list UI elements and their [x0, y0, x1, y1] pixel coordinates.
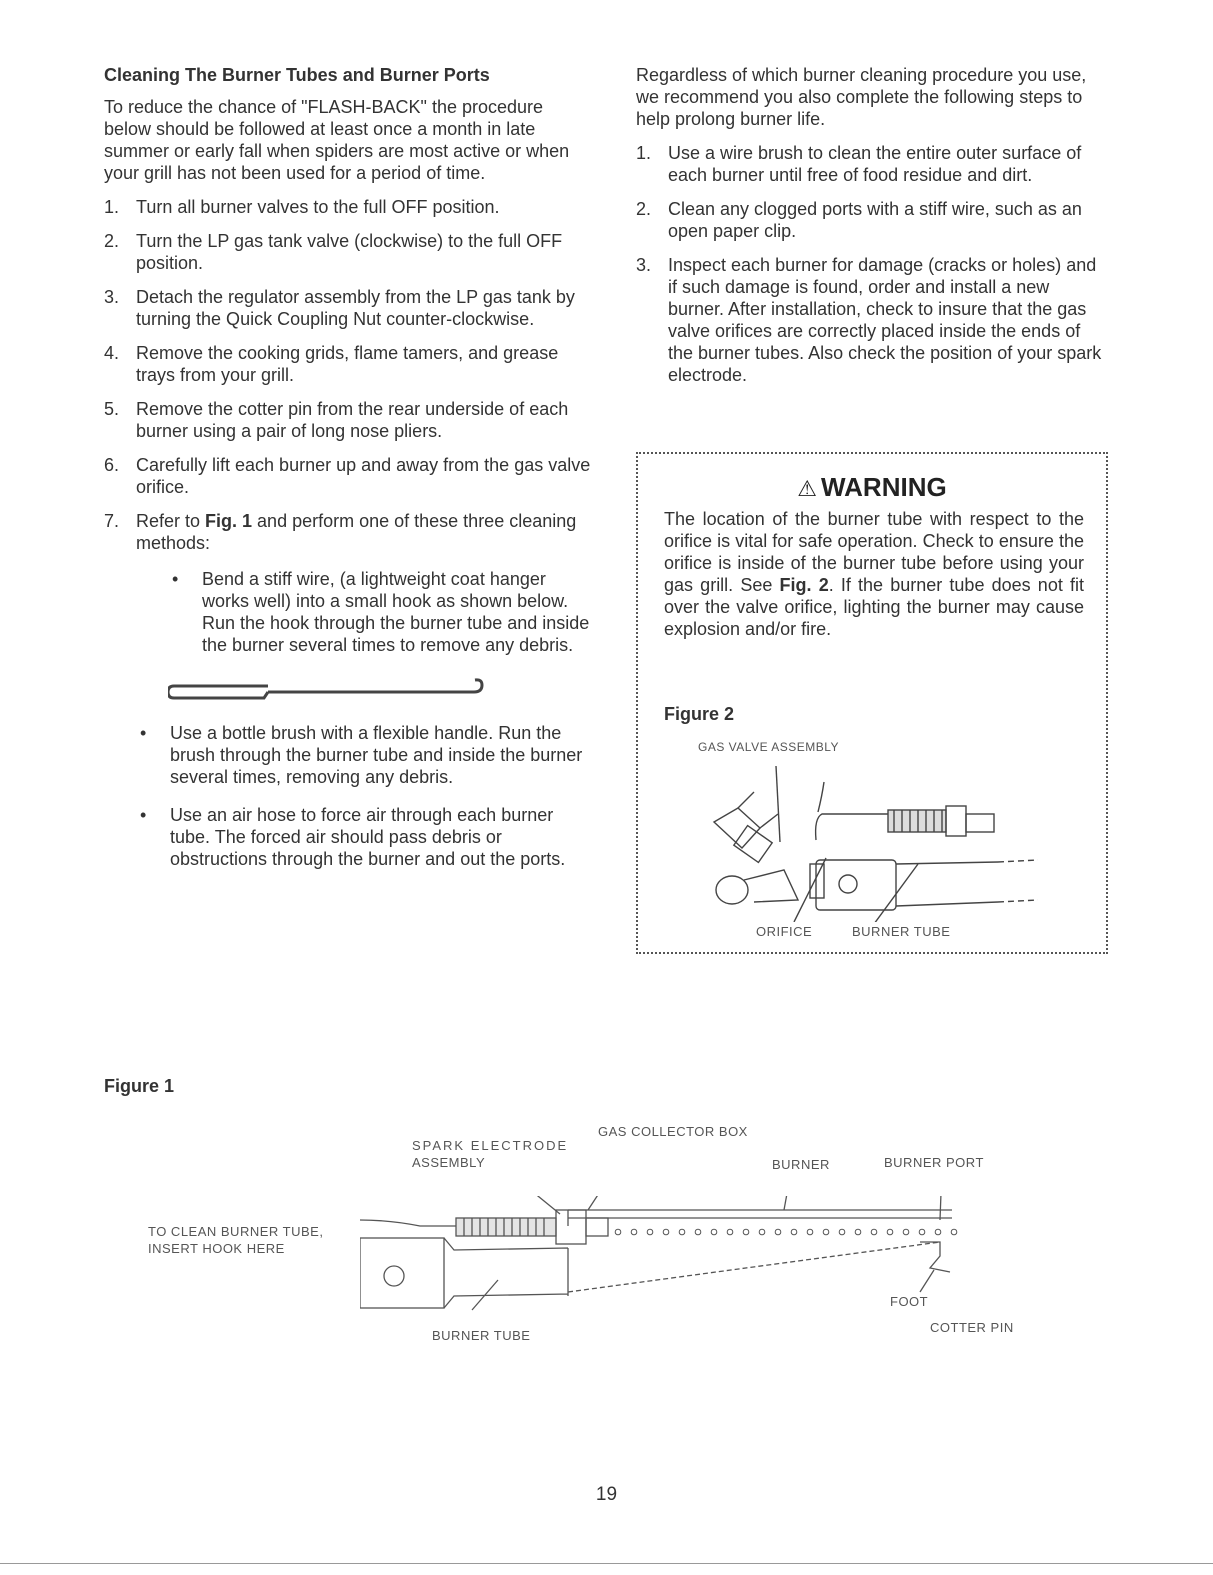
warning-title-text: WARNING — [821, 472, 947, 502]
step-text: Remove the cotter pin from the rear underside of each burner using a pair of long nose pliers. — [136, 399, 569, 441]
bottom-rule — [0, 1563, 1213, 1564]
step-1 — [104, 196, 594, 218]
spark-electrode-assembly-label: ASSEMBLY — [412, 1155, 486, 1170]
warning-triangle-icon: ⚠ — [797, 476, 818, 501]
step-number: 3. — [104, 287, 120, 307]
warning-text-post: . If the burner tube does not fit over the valve orifice, lighting the burner may cause explosion and/or fire. — [664, 575, 1084, 639]
step-text: Detach the regulator assembly from the LP gas tank by turning the Quick Coupling Nut counter-clockwise. — [136, 287, 575, 329]
step-5 — [104, 398, 594, 442]
wire-hook-illustration — [168, 672, 508, 704]
step-text: Turn the LP gas tank valve (clockwise) to the full OFF position. — [136, 231, 563, 273]
method-text: Use an air hose to force air through each burner tube. The forced air should pass debris or obstructions through the burner and out the ports. — [170, 805, 566, 869]
figure-2-label: Figure 2 — [664, 704, 735, 724]
step-number: 4. — [104, 343, 120, 363]
burner-tube-label: BURNER TUBE — [852, 924, 951, 939]
step-number: 7. — [104, 511, 120, 531]
cleaning-methods-list — [136, 568, 594, 656]
step-text: Inspect each burner for damage (cracks or holes) and if such damage is found, order and install a new burner. After installation, check to insure that the gas valve orifices are correctly placed inside the ends of the burner tubes. Also check the position of your spark electrode. — [668, 255, 1102, 385]
step-number: 1. — [636, 143, 652, 163]
right-step-3 — [636, 254, 1106, 386]
step-3 — [104, 286, 594, 330]
step-4 — [104, 342, 594, 386]
figure-reference: Fig. 2 — [779, 575, 829, 595]
right-step-1 — [636, 142, 1106, 186]
cotter-pin-label: COTTER PIN — [930, 1320, 1014, 1335]
step-number: 2. — [636, 199, 652, 219]
bullet: • — [140, 805, 147, 825]
warning-box — [636, 452, 1108, 954]
warning-title — [638, 472, 1106, 503]
figure-2-diagram — [698, 752, 1038, 922]
orifice-label: ORIFICE — [756, 924, 813, 939]
figure-1-burner-tube-label: BURNER TUBE — [432, 1328, 531, 1343]
insert-hook-label-line1: TO CLEAN BURNER TUBE, — [148, 1224, 324, 1239]
method-bottle-brush — [104, 722, 594, 788]
figure-reference: Fig. 1 — [205, 511, 253, 531]
spark-electrode-label: SPARK ELECTRODE — [412, 1138, 569, 1153]
cleaning-steps-list — [104, 196, 594, 656]
step-6 — [104, 454, 594, 498]
step-number: 5. — [104, 399, 120, 419]
burner-port-label: BURNER PORT — [884, 1155, 984, 1170]
bullet: • — [140, 723, 147, 743]
warning-text — [664, 508, 1084, 640]
gas-valve-assembly-label: GAS VALVE ASSEMBLY — [698, 740, 840, 754]
step-text-post: and perform one of these three cleaning methods: — [136, 511, 577, 553]
step-number: 1. — [104, 197, 120, 217]
figure-1-diagram — [360, 1196, 980, 1326]
step-text: Use a wire brush to clean the entire outer surface of each burner until free of food residue and dirt. — [668, 143, 1082, 185]
warning-text-pre: The location of the burner tube with respect to the orifice is vital for safe operation. Check to ensure the orifice is inside of the burner tube before using your gas grill. See — [664, 509, 1084, 595]
step-text: Clean any clogged ports with a stiff wire, such as an open paper clip. — [668, 199, 1082, 241]
right-column — [636, 64, 1106, 398]
bullet: • — [172, 569, 179, 589]
right-step-2 — [636, 198, 1106, 242]
step-text-pre: Refer to — [136, 511, 206, 531]
gas-collector-box-label: GAS COLLECTOR BOX — [598, 1124, 748, 1139]
step-text: Turn all burner valves to the full OFF position. — [136, 197, 500, 217]
step-number: 6. — [104, 455, 120, 475]
step-number: 2. — [104, 231, 120, 251]
method-hook — [136, 568, 594, 656]
page-number: 19 — [595, 1484, 618, 1505]
step-7 — [104, 510, 594, 656]
intro-paragraph: To reduce the chance of "FLASH-BACK" the procedure below should be followed at least once a month in late summer or early fall when spiders are most active or when your grill has not been used for a period of time. — [104, 97, 570, 183]
method-air-hose — [104, 804, 594, 870]
prolong-life-steps-list — [636, 142, 1106, 386]
section-heading: Cleaning The Burner Tubes and Burner Ports — [104, 65, 490, 85]
right-intro-paragraph: Regardless of which burner cleaning procedure you use, we recommend you also complete the following steps to help prolong burner life. — [636, 65, 1087, 129]
step-2 — [104, 230, 594, 274]
step-text: Carefully lift each burner up and away from the gas valve orifice. — [136, 455, 591, 497]
step-number: 3. — [636, 255, 652, 275]
left-column — [104, 64, 594, 886]
cleaning-methods-list-cont — [104, 722, 594, 870]
step-text: Remove the cooking grids, flame tamers, and grease trays from your grill. — [136, 343, 559, 385]
method-text: Use a bottle brush with a flexible handle. Run the brush through the burner tube and inside the burner several times, removing any debris. — [170, 723, 583, 787]
method-text: Bend a stiff wire, (a lightweight coat hanger works well) into a small hook as shown below. Run the hook through the burner tube and inside the burner several times to remove any debris. — [202, 569, 590, 655]
foot-label: FOOT — [890, 1294, 929, 1309]
burner-label: BURNER — [772, 1157, 830, 1172]
insert-hook-label-line2: INSERT HOOK HERE — [148, 1241, 285, 1256]
figure-1-label: Figure 1 — [104, 1076, 175, 1096]
